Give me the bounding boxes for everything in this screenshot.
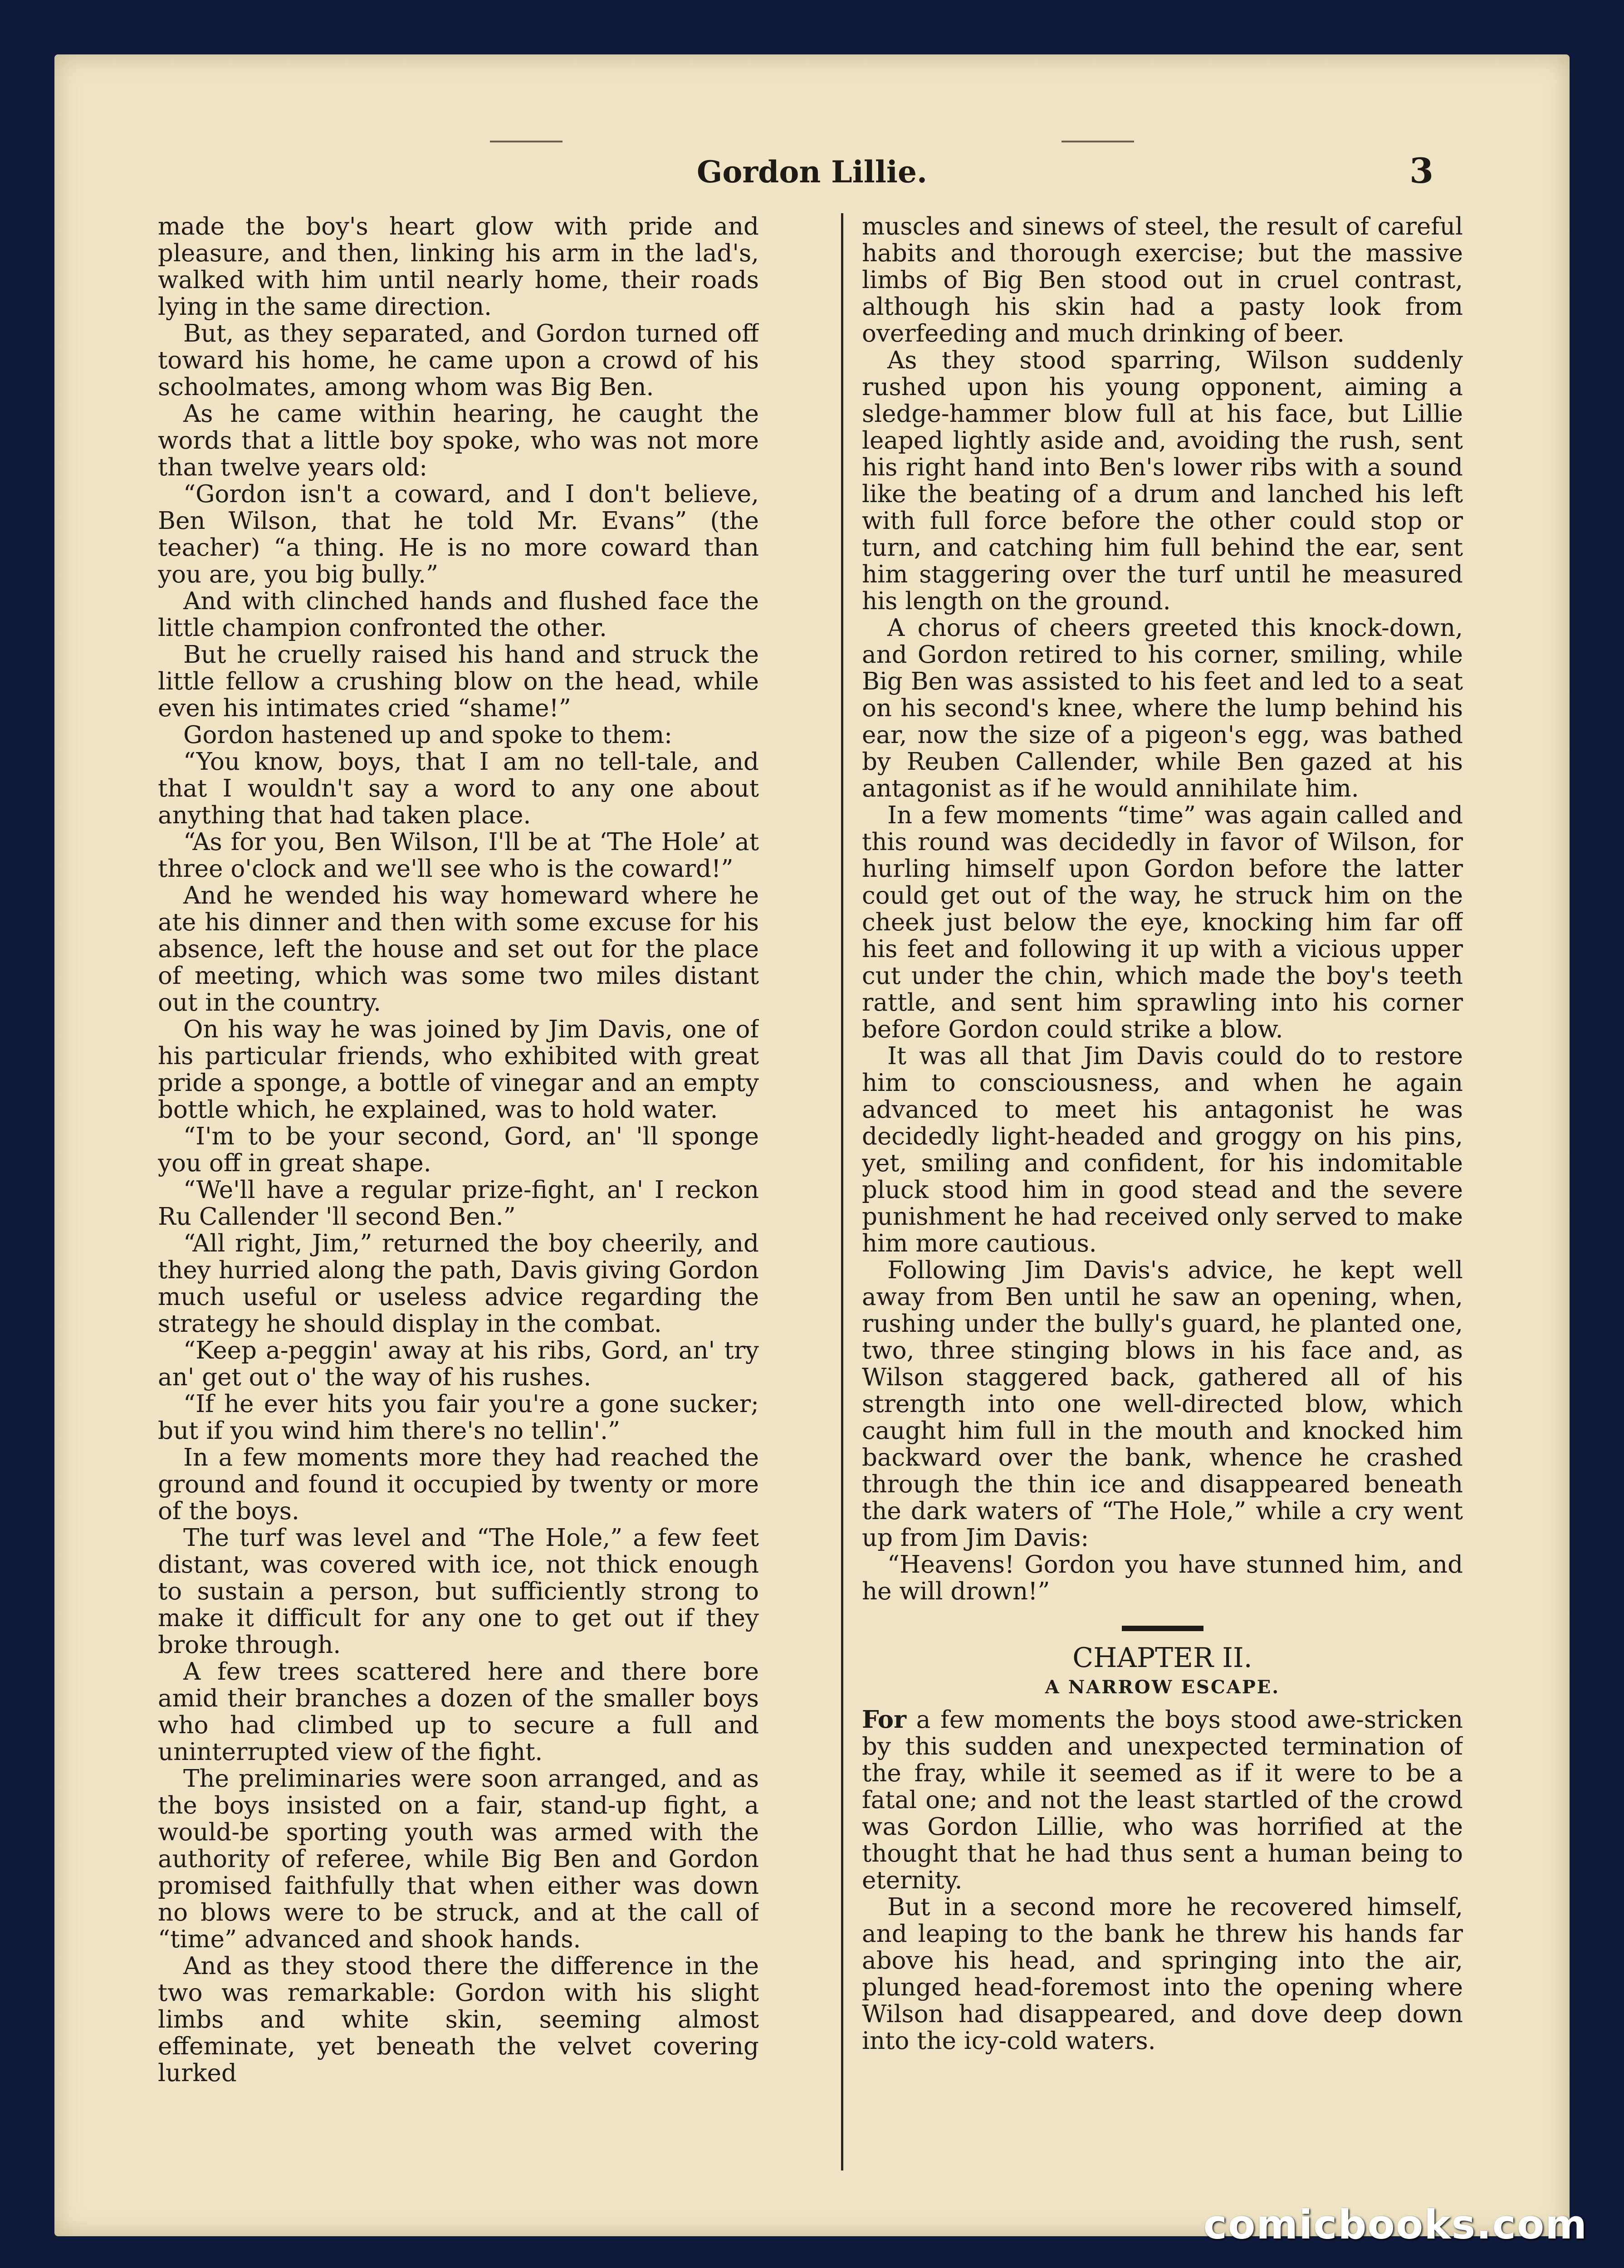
- header-ornament-left: [490, 141, 563, 142]
- page-number: 3: [1409, 151, 1433, 191]
- watermark: comicbooks.com: [1203, 2201, 1588, 2248]
- left-column-paragraph: As he came within hearing, he caught the words that a little boy spoke, who was not more than twelve years old:: [158, 400, 759, 481]
- chapter-paragraphs: [862, 1894, 1463, 2054]
- left-column-paragraph: And with clinched hands and flushed face the little champion confronted the other.: [158, 587, 759, 642]
- chapter-first-paragraph-text: a few moments the boys stood awe-stricken by this sudden and unexpected termination of the fray, while it seemed as if it were to be a fatal one; and not the least startled of the crowd was Gordon Lillie, who was horrified at the thought that he had thus sent a human being to eternity.: [862, 1706, 1463, 1894]
- right-column-paragraph: A chorus of cheers greeted this knock-down, and Gordon retired to his corner, smiling, while Big Ben was assisted to his feet and led to a seat on his second's knee, where the lump behind his ear, now the size of a pigeon's egg, was bathed by Reuben Callender, while Ben gazed at his antagonist as if he would annihilate him.: [862, 614, 1463, 802]
- left-column-paragraph: The turf was level and “The Hole,” a few feet distant, was covered with ice, not thick enough to sustain a person, but sufficiently strong to make it difficult for any one to get out if they broke through.: [158, 1524, 759, 1659]
- left-column-paragraph: On his way he was joined by Jim Davis, one of his particular friends, who exhibited with great pride a sponge, a bottle of vinegar and an empty bottle which, he explained, was to hold water.: [158, 1016, 759, 1124]
- page-title: Gordon Lillie.: [697, 154, 927, 190]
- left-column-paragraph: “Gordon isn't a coward, and I don't believe, Ben Wilson, that he told Mr. Evans” (the teacher) “a thing. He is no more coward than you are, you big bully.”: [158, 480, 759, 588]
- column-divider: [841, 213, 843, 2170]
- right-column-paragraph: “Heavens! Gordon you have stunned him, and he will drown!”: [862, 1551, 1463, 1605]
- right-column-paragraph: In a few moments “time” was again called and this round was decidedly in favor of Wilson, for hurling himself upon Gordon before the latter could get out of the way, he struck him on the cheek just below the eye, knocking him far off his feet and following it up with a vicious upper cut under the chin, which made the boy's teeth rattle, and sent him sprawling into his corner before Gordon could strike a blow.: [862, 802, 1463, 1043]
- left-column-paragraph: The preliminaries were soon arranged, and as the boys insisted on a fair, stand-up fight, a would-be sporting youth was armed with the authority of referee, while Big Ben and Gordon promised faithfully that when either was down no blows were to be struck, and at the call of “time” advanced and shook hands.: [158, 1765, 759, 1953]
- chapter-heading: CHAPTER II.: [1072, 1642, 1252, 1674]
- left-column-paragraph: But, as they separated, and Gordon turned off toward his home, he came upon a crowd of his schoolmates, among whom was Big Ben.: [158, 320, 759, 401]
- left-column-paragraph: “If he ever hits you fair you're a gone sucker; but if you wind him there's no tellin'.”: [158, 1390, 759, 1445]
- left-column-paragraph: made the boy's heart glow with pride and pleasure, and then, linking his arm in the lad's, walked with him until nearly home, their roads lying in the same direction.: [158, 213, 759, 321]
- left-column-paragraph: “Keep a-peggin' away at his ribs, Gord, an' try an' get out o' the way of his rushes.: [158, 1337, 759, 1391]
- right-column-paragraph: Following Jim Davis's advice, he kept well away from Ben until he saw an opening, when, rushing under the bully's guard, he planted one, two, three stinging blows in his face and, as Wilson staggered back, gathered all of his strength into one well-directed blow, which caught him full in the mouth and knocked him backward over the bank, whence he crashed through the thin ice and disappeared beneath the dark waters of “The Hole,” while a cry went up from Jim Davis:: [862, 1256, 1463, 1552]
- right-column-paragraphs: [862, 213, 1463, 1605]
- left-column-paragraph: Gordon hastened up and spoke to them:: [183, 721, 673, 749]
- left-column-paragraph: In a few moments more they had reached the ground and found it occupied by twenty or more of the boys.: [158, 1444, 759, 1525]
- header-ornament-right: [1061, 141, 1134, 142]
- left-column-paragraph: A few trees scattered here and there bore amid their branches a dozen of the smaller boys who had climbed up to secure a full and uninterrupted view of the fight.: [158, 1658, 759, 1766]
- left-column-paragraph: But he cruelly raised his hand and struck the little fellow a crushing blow on the head, while even his intimates cried “shame!”: [158, 641, 759, 722]
- left-column-paragraph: And as they stood there the difference in the two was remarkable: Gordon with his slight limbs and white skin, seeming almost effeminate, yet beneath the velvet covering lurked: [158, 1952, 759, 2087]
- left-column: [158, 213, 759, 2173]
- chapter-divider: [1122, 1626, 1203, 1631]
- left-column-paragraph: “We'll have a regular prize-fight, an' I reckon Ru Callender 'll second Ben.”: [158, 1176, 759, 1231]
- left-column-paragraph: “I'm to be your second, Gord, an' 'll sponge you off in great shape.: [158, 1123, 759, 1177]
- left-column-paragraph: “You know, boys, that I am no tell-tale, and that I wouldn't say a word to any one about anything that had taken place.: [158, 748, 759, 829]
- right-column: [862, 213, 1463, 2173]
- left-column-paragraph: And he wended his way homeward where he ate his dinner and then with some excuse for his absence, left the house and set out for the place of meeting, which was some two miles distant out in the country.: [158, 882, 759, 1017]
- left-column-paragraph: “As for you, Ben Wilson, I'll be at ‘The Hole’ at three o'clock and we'll see who is the coward!”: [158, 828, 759, 883]
- left-column-paragraph: “All right, Jim,” returned the boy cheerily, and they hurried along the path, Davis giving Gordon much useful or useless advice regarding the strategy he should display in the combat.: [158, 1230, 759, 1338]
- chapter-paragraph: But in a second more he recovered himself, and leaping to the bank he threw his hands far above his head, and springing into the air, plunged head-foremost into the opening where Wilson had disappeared, and dove deep down into the icy-cold waters.: [862, 1893, 1463, 2055]
- right-column-paragraph: As they stood sparring, Wilson suddenly rushed upon his young opponent, aiming a sledge-hammer blow full at his face, but Lillie leaped lightly aside and, avoiding the rush, sent his right hand into Ben's lower ribs with a sound like the beating of a drum and lanched his left with full force before the other could stop or turn, and catching him full behind the ear, sent him staggering over the turf until he measured his length on the ground.: [862, 347, 1463, 615]
- right-column-paragraph: It was all that Jim Davis could do to restore him to consciousness, and when he again advanced to meet his antagonist he was decidedly light-headed and groggy on his pins, yet, smiling and confident, for his indomitable pluck stood him in good stead and the severe punishment he had received only served to make him more cautious.: [862, 1042, 1463, 1257]
- right-column-paragraph: muscles and sinews of steel, the result of careful habits and thorough exercise; but the massive limbs of Big Ben stood out in cruel contrast, although his skin had a pasty look from overfeeding and much drinking of beer.: [862, 213, 1463, 347]
- chapter-subheading: A NARROW ESCAPE.: [1045, 1677, 1280, 1698]
- chapter-first-paragraph: [862, 1706, 1463, 1894]
- running-head: [54, 151, 1570, 218]
- chapter-first-word: For: [862, 1706, 907, 1734]
- book-page: [54, 54, 1570, 2236]
